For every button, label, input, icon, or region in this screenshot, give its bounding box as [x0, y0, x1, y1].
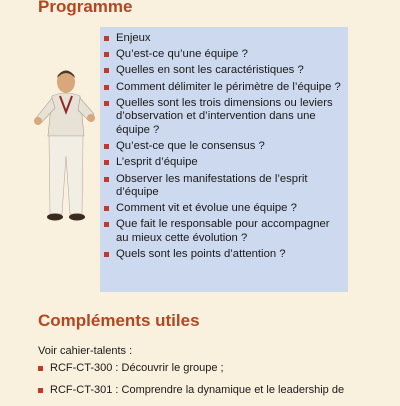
list-item: [100, 81, 342, 95]
bullet-icon: [104, 177, 109, 182]
list-item-label: Qu’est-ce qu’une équipe ?: [116, 48, 248, 61]
list-item: [100, 32, 342, 46]
bullet-icon: [104, 85, 109, 90]
bullet-icon: [104, 52, 109, 57]
programme-list: [100, 32, 342, 262]
bullet-icon: [104, 101, 109, 106]
list-item: [100, 173, 342, 200]
bullet-icon: [38, 388, 43, 393]
list-item-label: Quelles en sont les caractéristiques ?: [116, 64, 304, 77]
list-item-label: Quels sont les points d’attention ?: [116, 248, 286, 261]
list-item: [100, 202, 342, 216]
complements-heading: Compléments utiles: [38, 311, 200, 330]
bullet-icon: [104, 222, 109, 227]
bullet-icon: [104, 68, 109, 73]
list-item-label: Qu’est-ce que le consensus ?: [116, 140, 265, 153]
bullet-icon: [104, 206, 109, 211]
reference-item: [38, 362, 400, 375]
presenter-illustration: [28, 66, 100, 226]
list-item: [100, 218, 342, 245]
list-item: [100, 248, 342, 262]
list-item-label: Enjeux: [116, 32, 151, 44]
list-item: [100, 97, 342, 138]
reference-item: [38, 384, 400, 397]
list-item-label: Quelles sont les trois dimensions ou leviers d’observation et d’intervention dans une équipe ?: [116, 96, 333, 136]
list-item-label: Comment vit et évolue une équipe ?: [116, 202, 297, 215]
list-item: [100, 48, 342, 62]
list-item-label: L’esprit d’équipe: [116, 156, 198, 169]
bullet-icon: [104, 160, 109, 165]
reference-list: [38, 362, 400, 406]
programme-heading: Programme: [38, 0, 133, 16]
bullet-icon: [104, 252, 109, 257]
list-item-label: Comment délimiter le périmètre de l’équipe ?: [116, 80, 341, 93]
reference-label: RCF-CT-301 : Comprendre la dynamique et le leadership de: [50, 384, 345, 396]
programme-box: [100, 27, 348, 292]
list-item: [100, 140, 342, 154]
list-item: [100, 64, 342, 78]
list-item: [100, 156, 342, 170]
bullet-icon: [104, 36, 109, 41]
list-item-label: Que fait le responsable pour accompagner au mieux cette évolution ?: [116, 218, 330, 245]
reference-label: RCF-CT-300 : Découvrir le groupe ;: [50, 362, 224, 374]
list-item-label: Observer les manifestations de l’esprit d’équipe: [116, 172, 308, 199]
complements-intro: Voir cahier-talents :: [38, 345, 133, 357]
bullet-icon: [38, 366, 43, 371]
bullet-icon: [104, 144, 109, 149]
